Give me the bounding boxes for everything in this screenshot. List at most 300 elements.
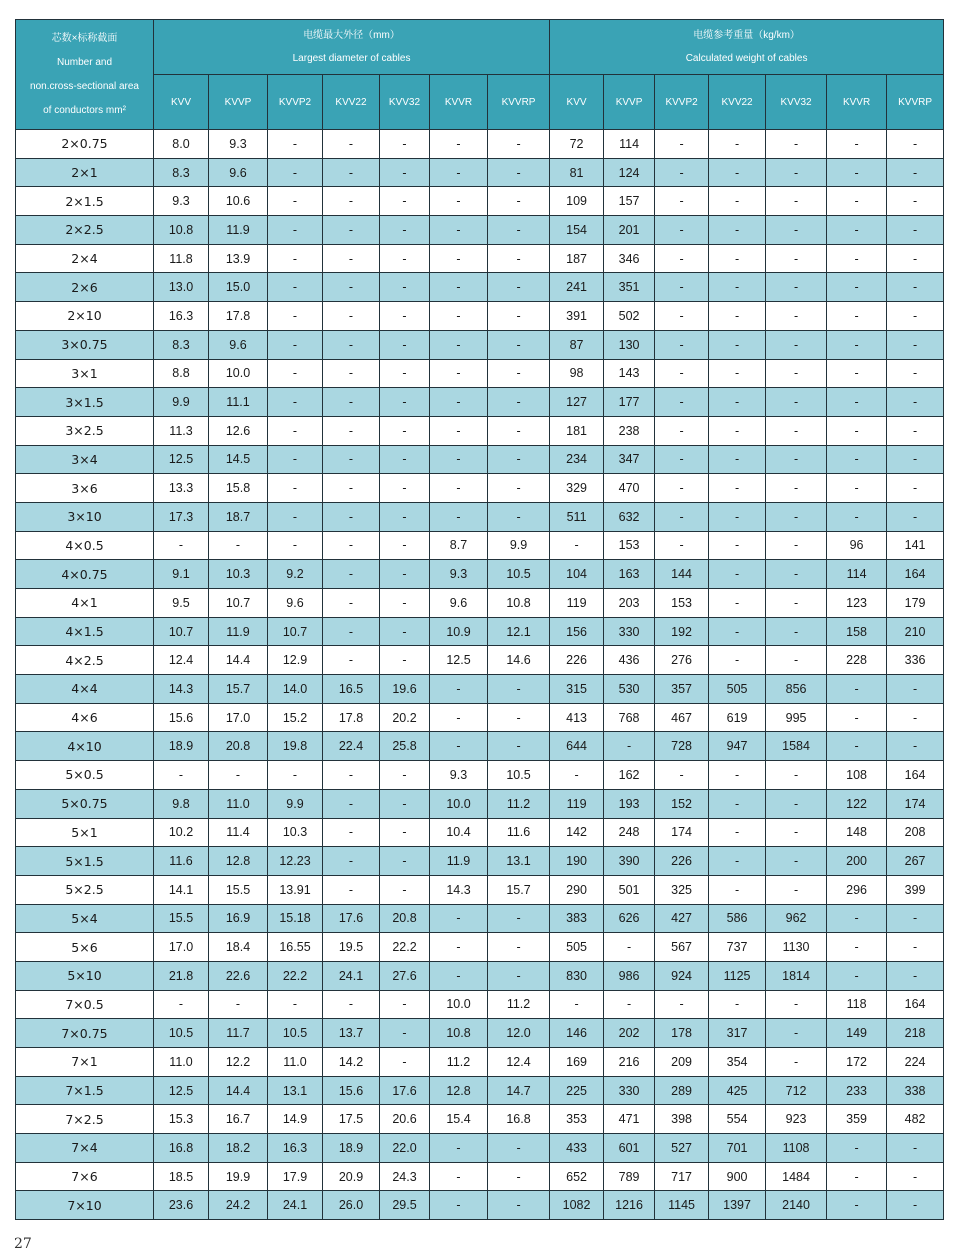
diameter-cell: 13.9 [209, 244, 268, 273]
weight-cell: - [655, 761, 709, 790]
weight-cell: - [709, 531, 766, 560]
weight-cell: - [709, 388, 766, 417]
weight-cell: 248 [604, 818, 655, 847]
weight-cell: 201 [604, 216, 655, 245]
table-row [16, 1019, 944, 1048]
weight-cell: 144 [655, 560, 709, 589]
conductor-spec-cell: 3×1 [16, 359, 154, 388]
diameter-cell: - [488, 1191, 550, 1220]
diameter-cell: 9.9 [268, 789, 323, 818]
weight-cell: 225 [550, 1076, 604, 1105]
weight-header-en: Calculated weight of cables [685, 53, 808, 64]
weight-cell: 154 [550, 216, 604, 245]
diameter-cell: 14.7 [488, 1076, 550, 1105]
table-row [16, 904, 944, 933]
diameter-cell: 12.9 [268, 646, 323, 675]
weight-cell: 118 [827, 990, 887, 1019]
table-row [16, 560, 944, 589]
diameter-cell: - [323, 761, 380, 790]
weight-cell: 1216 [604, 1191, 655, 1220]
weight-cell: 290 [550, 875, 604, 904]
weight-cell: - [766, 244, 827, 273]
weight-cell: 156 [550, 617, 604, 646]
weight-cell: 164 [887, 990, 944, 1019]
table-row [16, 502, 944, 531]
diameter-cell: - [323, 244, 380, 273]
weight-cell: 336 [887, 646, 944, 675]
diameter-cell: - [488, 216, 550, 245]
diameter-cell: - [488, 961, 550, 990]
weight-cell: - [766, 875, 827, 904]
diameter-col-header-kvvp2: KVVP2 [268, 75, 323, 130]
diameter-cell: - [323, 302, 380, 331]
weight-cell: - [827, 330, 887, 359]
diameter-cell: 10.9 [430, 617, 488, 646]
conductor-spec-cell: 2×10 [16, 302, 154, 331]
weight-cell: - [604, 732, 655, 761]
conductor-spec-cell: 3×10 [16, 502, 154, 531]
weight-cell: - [887, 273, 944, 302]
weight-cell: 114 [604, 130, 655, 159]
diameter-cell: - [380, 359, 430, 388]
diameter-cell: - [323, 818, 380, 847]
diameter-cell: - [380, 302, 430, 331]
table-row [16, 589, 944, 618]
conductor-spec-cell: 2×1.5 [16, 187, 154, 216]
diameter-cell: - [488, 1162, 550, 1191]
diameter-cell: 14.4 [209, 646, 268, 675]
weight-cell: 505 [709, 675, 766, 704]
diameter-cell: 10.5 [154, 1019, 209, 1048]
table-row [16, 1076, 944, 1105]
weight-cell: - [887, 302, 944, 331]
diameter-cell: 14.0 [268, 675, 323, 704]
cable-spec-table [15, 19, 944, 1220]
table-row [16, 1048, 944, 1077]
weight-cell: - [827, 273, 887, 302]
weight-cell: 119 [550, 589, 604, 618]
diameter-cell: - [430, 359, 488, 388]
weight-cell: 359 [827, 1105, 887, 1134]
weight-cell: 216 [604, 1048, 655, 1077]
diameter-cell: 11.0 [154, 1048, 209, 1077]
diameter-cell: 10.6 [209, 187, 268, 216]
weight-cell: 717 [655, 1162, 709, 1191]
weight-cell: 433 [550, 1134, 604, 1163]
diameter-cell: 26.0 [323, 1191, 380, 1220]
diameter-cell: - [488, 675, 550, 704]
diameter-cell: 11.7 [209, 1019, 268, 1048]
weight-cell: - [709, 789, 766, 818]
weight-cell: 169 [550, 1048, 604, 1077]
weight-cell: - [887, 703, 944, 732]
weight-cell: 626 [604, 904, 655, 933]
weight-cell: 317 [709, 1019, 766, 1048]
diameter-cell: 11.9 [209, 216, 268, 245]
weight-cell: - [827, 933, 887, 962]
diameter-cell: - [380, 445, 430, 474]
diameter-cell: 10.0 [430, 789, 488, 818]
diameter-cell: 9.2 [268, 560, 323, 589]
diameter-cell: - [268, 359, 323, 388]
weight-cell: 123 [827, 589, 887, 618]
diameter-cell: - [430, 1134, 488, 1163]
diameter-cell: 25.8 [380, 732, 430, 761]
weight-cell: - [887, 416, 944, 445]
diameter-cell: 15.18 [268, 904, 323, 933]
weight-cell: 157 [604, 187, 655, 216]
weight-cell: 923 [766, 1105, 827, 1134]
diameter-cell: - [430, 244, 488, 273]
diameter-cell: 22.2 [268, 961, 323, 990]
diameter-cell: 10.4 [430, 818, 488, 847]
corner-header-cn: 芯数×标称截面 [51, 32, 118, 44]
weight-cell: 177 [604, 388, 655, 417]
diameter-cell: - [488, 187, 550, 216]
weight-cell: 187 [550, 244, 604, 273]
diameter-cell: 8.3 [154, 158, 209, 187]
diameter-cell: - [430, 474, 488, 503]
weight-cell: 330 [604, 1076, 655, 1105]
weight-cell: - [709, 359, 766, 388]
weight-cell: - [550, 990, 604, 1019]
diameter-cell: 17.9 [268, 1162, 323, 1191]
conductor-spec-cell: 4×10 [16, 732, 154, 761]
diameter-cell: 24.1 [268, 1191, 323, 1220]
weight-cell: - [887, 216, 944, 245]
weight-cell: 329 [550, 474, 604, 503]
weight-cell: - [709, 990, 766, 1019]
diameter-cell: - [323, 847, 380, 876]
diameter-cell: 10.5 [488, 560, 550, 589]
diameter-cell: 24.2 [209, 1191, 268, 1220]
diameter-cell: 14.6 [488, 646, 550, 675]
diameter-cell: - [430, 302, 488, 331]
diameter-cell: 16.3 [268, 1134, 323, 1163]
diameter-cell: - [430, 187, 488, 216]
diameter-cell: 9.3 [154, 187, 209, 216]
weight-col-header-kvv: KVV [550, 75, 604, 130]
weight-cell: - [655, 359, 709, 388]
weight-cell: - [887, 445, 944, 474]
diameter-cell: 17.0 [154, 933, 209, 962]
diameter-cell: 13.0 [154, 273, 209, 302]
diameter-cell: 11.9 [430, 847, 488, 876]
diameter-cell: - [488, 330, 550, 359]
weight-cell: 712 [766, 1076, 827, 1105]
weight-cell: - [766, 302, 827, 331]
diameter-cell: 8.0 [154, 130, 209, 159]
weight-cell: 146 [550, 1019, 604, 1048]
weight-cell: 357 [655, 675, 709, 704]
diameter-cell: - [488, 502, 550, 531]
diameter-cell: - [323, 330, 380, 359]
diameter-cell: - [380, 1048, 430, 1077]
weight-cell: 315 [550, 675, 604, 704]
weight-cell: - [709, 847, 766, 876]
weight-cell: - [655, 990, 709, 1019]
weight-cell: - [604, 990, 655, 1019]
weight-cell: 181 [550, 416, 604, 445]
weight-col-header-kvv22: KVV22 [709, 75, 766, 130]
corner-header-en-2: non.cross-sectional area [30, 80, 139, 92]
weight-cell: - [709, 130, 766, 159]
diameter-cell: 13.3 [154, 474, 209, 503]
weight-cell: 104 [550, 560, 604, 589]
table-row [16, 961, 944, 990]
weight-cell: - [709, 273, 766, 302]
diameter-cell: 11.1 [209, 388, 268, 417]
weight-cell: 505 [550, 933, 604, 962]
conductor-spec-cell: 5×2.5 [16, 875, 154, 904]
weight-cell: - [766, 818, 827, 847]
table-row [16, 933, 944, 962]
weight-cell: 233 [827, 1076, 887, 1105]
weight-cell: - [766, 617, 827, 646]
table-row [16, 646, 944, 675]
diameter-cell: 13.1 [268, 1076, 323, 1105]
diameter-cell: 12.4 [154, 646, 209, 675]
weight-cell: 1108 [766, 1134, 827, 1163]
diameter-cell: - [380, 531, 430, 560]
weight-cell: - [887, 388, 944, 417]
weight-cell: - [887, 130, 944, 159]
weight-cell: - [827, 703, 887, 732]
weight-cell: 354 [709, 1048, 766, 1077]
weight-cell: 501 [604, 875, 655, 904]
weight-cell: - [766, 359, 827, 388]
diameter-cell: 11.6 [154, 847, 209, 876]
diameter-cell: - [430, 416, 488, 445]
weight-cell: 2140 [766, 1191, 827, 1220]
weight-cell: 289 [655, 1076, 709, 1105]
weight-cell: 467 [655, 703, 709, 732]
table-row [16, 789, 944, 818]
diameter-cell: - [380, 502, 430, 531]
weight-cell: - [709, 187, 766, 216]
diameter-cell: 9.3 [430, 761, 488, 790]
weight-cell: - [655, 502, 709, 531]
diameter-cell: 10.3 [209, 560, 268, 589]
weight-header-cn: 电缆参考重量（kg/km） [693, 30, 800, 41]
diameter-cell: 23.6 [154, 1191, 209, 1220]
weight-cell: 383 [550, 904, 604, 933]
weight-cell: 193 [604, 789, 655, 818]
conductor-spec-cell: 5×0.5 [16, 761, 154, 790]
weight-cell: 436 [604, 646, 655, 675]
weight-cell: - [827, 187, 887, 216]
weight-cell: 152 [655, 789, 709, 818]
weight-cell: 530 [604, 675, 655, 704]
weight-cell: - [766, 646, 827, 675]
weight-cell: 482 [887, 1105, 944, 1134]
diameter-cell: - [430, 1191, 488, 1220]
diameter-cell: 11.0 [268, 1048, 323, 1077]
diameter-cell: - [268, 388, 323, 417]
weight-cell: 924 [655, 961, 709, 990]
weight-cell: - [766, 388, 827, 417]
weight-cell: - [766, 330, 827, 359]
weight-cell: 701 [709, 1134, 766, 1163]
diameter-cell: - [488, 445, 550, 474]
weight-cell: 425 [709, 1076, 766, 1105]
diameter-cell: 24.1 [323, 961, 380, 990]
diameter-cell: - [488, 416, 550, 445]
diameter-cell: 18.5 [154, 1162, 209, 1191]
diameter-cell: 9.6 [209, 158, 268, 187]
weight-cell: 390 [604, 847, 655, 876]
table-row [16, 732, 944, 761]
diameter-col-header-kvv32: KVV32 [380, 75, 430, 130]
weight-cell: - [827, 961, 887, 990]
weight-cell: - [766, 847, 827, 876]
diameter-cell: 18.9 [154, 732, 209, 761]
weight-cell: - [887, 1191, 944, 1220]
conductor-spec-cell: 7×4 [16, 1134, 154, 1163]
diameter-cell: - [430, 273, 488, 302]
diameter-cell: - [380, 875, 430, 904]
diameter-cell: 10.5 [488, 761, 550, 790]
diameter-cell: - [380, 1019, 430, 1048]
weight-cell: - [887, 933, 944, 962]
weight-cell: 347 [604, 445, 655, 474]
diameter-cell: 8.3 [154, 330, 209, 359]
diameter-cell: 12.5 [430, 646, 488, 675]
weight-cell: - [827, 130, 887, 159]
conductor-spec-cell: 3×0.75 [16, 330, 154, 359]
diameter-cell: 15.5 [209, 875, 268, 904]
weight-cell: 119 [550, 789, 604, 818]
diameter-cell: - [268, 531, 323, 560]
diameter-cell: - [268, 216, 323, 245]
weight-cell: - [766, 273, 827, 302]
diameter-cell: 12.23 [268, 847, 323, 876]
diameter-cell: 16.9 [209, 904, 268, 933]
diameter-cell: 19.9 [209, 1162, 268, 1191]
diameter-cell: 13.91 [268, 875, 323, 904]
weight-cell: 141 [887, 531, 944, 560]
diameter-col-header-kvv22: KVV22 [323, 75, 380, 130]
weight-cell: - [655, 187, 709, 216]
weight-cell: - [766, 502, 827, 531]
corner-header-en-1: Number and [56, 56, 113, 68]
diameter-cell: 17.3 [154, 502, 209, 531]
weight-cell: - [709, 761, 766, 790]
diameter-cell: - [380, 818, 430, 847]
diameter-cell: 10.3 [268, 818, 323, 847]
diameter-cell: 15.5 [154, 904, 209, 933]
diameter-cell: - [430, 732, 488, 761]
weight-cell: 399 [887, 875, 944, 904]
diameter-cell: 10.8 [488, 589, 550, 618]
diameter-cell: - [154, 990, 209, 1019]
weight-cell: 768 [604, 703, 655, 732]
diameter-cell: 10.7 [209, 589, 268, 618]
diameter-cell: 20.8 [209, 732, 268, 761]
weight-cell: - [655, 388, 709, 417]
diameter-cell: 11.8 [154, 244, 209, 273]
diameter-cell: 16.55 [268, 933, 323, 962]
table-row [16, 302, 944, 331]
weight-cell: 87 [550, 330, 604, 359]
table-row [16, 474, 944, 503]
diameter-cell: - [323, 502, 380, 531]
weight-cell: 202 [604, 1019, 655, 1048]
diameter-cell: 9.9 [154, 388, 209, 417]
weight-cell: 81 [550, 158, 604, 187]
diameter-cell: - [380, 646, 430, 675]
diameter-cell: 29.5 [380, 1191, 430, 1220]
diameter-cell: 17.8 [323, 703, 380, 732]
weight-cell: 351 [604, 273, 655, 302]
weight-cell: 238 [604, 416, 655, 445]
diameter-cell: - [380, 789, 430, 818]
weight-cell: 174 [887, 789, 944, 818]
weight-cell: 619 [709, 703, 766, 732]
weight-cell: - [709, 560, 766, 589]
weight-cell: 226 [655, 847, 709, 876]
weight-cell: - [709, 646, 766, 675]
weight-cell: 830 [550, 961, 604, 990]
diameter-cell: 16.8 [488, 1105, 550, 1134]
weight-cell: - [709, 474, 766, 503]
weight-cell: - [766, 531, 827, 560]
diameter-cell: - [323, 388, 380, 417]
table-row [16, 330, 944, 359]
weight-cell: 127 [550, 388, 604, 417]
conductor-spec-cell: 7×10 [16, 1191, 154, 1220]
weight-col-header-kvvp: KVVP [604, 75, 655, 130]
conductor-spec-cell: 4×1 [16, 589, 154, 618]
table-row [16, 703, 944, 732]
weight-cell: 241 [550, 273, 604, 302]
diameter-cell: - [488, 388, 550, 417]
weight-cell: 114 [827, 560, 887, 589]
weight-cell: - [766, 445, 827, 474]
diameter-cell: - [430, 1162, 488, 1191]
diameter-cell: 22.4 [323, 732, 380, 761]
weight-cell: 962 [766, 904, 827, 933]
weight-cell: 728 [655, 732, 709, 761]
diameter-cell: 9.9 [488, 531, 550, 560]
conductor-spec-cell: 7×6 [16, 1162, 154, 1191]
diameter-cell: - [268, 502, 323, 531]
weight-cell: - [827, 502, 887, 531]
diameter-header-en: Largest diameter of cables [292, 53, 411, 64]
weight-cell: - [709, 216, 766, 245]
weight-cell: 737 [709, 933, 766, 962]
weight-cell: 153 [655, 589, 709, 618]
weight-cell: 511 [550, 502, 604, 531]
diameter-cell: 12.4 [488, 1048, 550, 1077]
weight-cell: - [827, 416, 887, 445]
weight-cell: - [827, 302, 887, 331]
weight-cell: 413 [550, 703, 604, 732]
weight-col-header-kvvp2: KVVP2 [655, 75, 709, 130]
diameter-cell: - [209, 761, 268, 790]
diameter-cell: - [268, 416, 323, 445]
diameter-cell: 15.6 [154, 703, 209, 732]
diameter-cell: - [268, 474, 323, 503]
weight-cell: - [827, 1191, 887, 1220]
weight-cell: 986 [604, 961, 655, 990]
weight-cell: - [550, 531, 604, 560]
weight-cell: 470 [604, 474, 655, 503]
diameter-cell: 19.6 [380, 675, 430, 704]
diameter-cell: 19.5 [323, 933, 380, 962]
weight-cell: 1082 [550, 1191, 604, 1220]
diameter-cell: - [323, 273, 380, 302]
